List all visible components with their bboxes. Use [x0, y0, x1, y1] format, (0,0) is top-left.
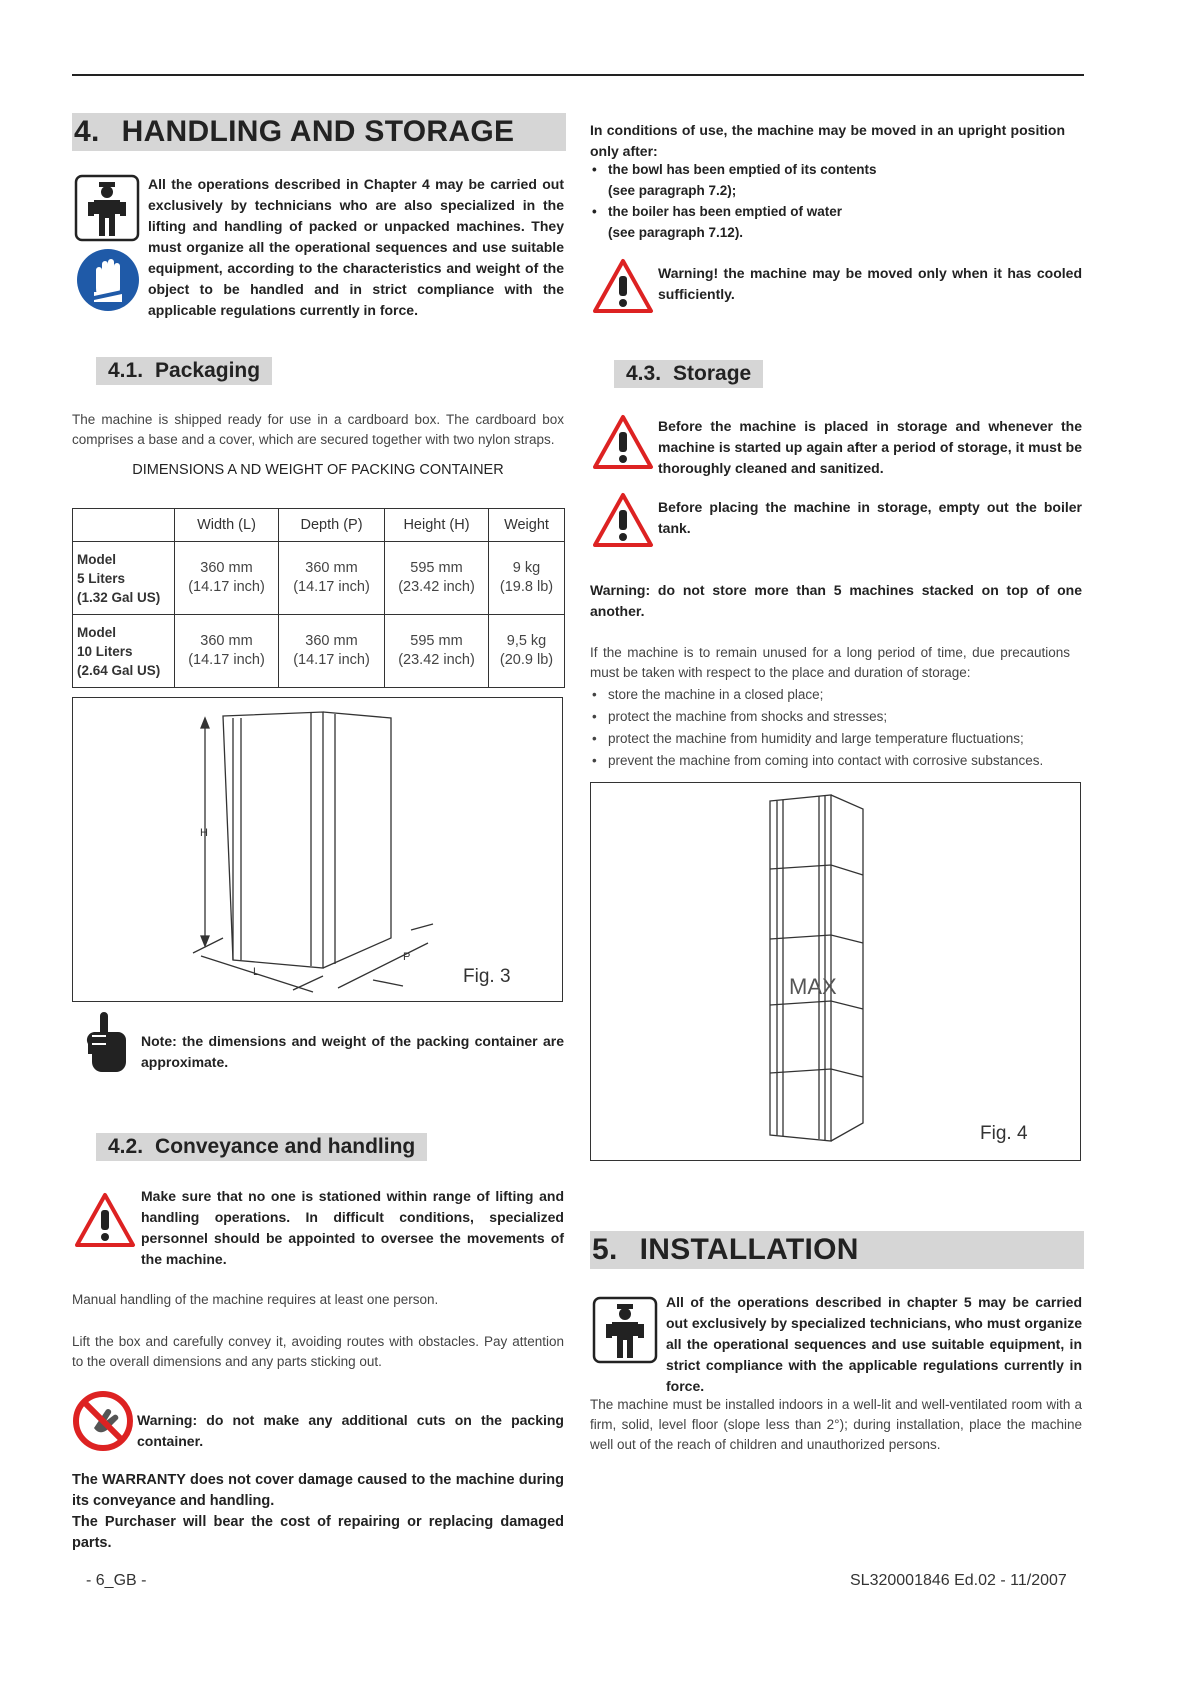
warning-triangle-icon [592, 258, 654, 319]
figure-3-box [72, 697, 563, 1002]
upright-list [590, 159, 1060, 243]
warranty-text: The WARRANTY does not cover damage caused to the machine during its conveyance and handling. [72, 1472, 564, 1509]
table-row [73, 542, 565, 615]
table-cell-model: Model 10 Liters (2.64 Gal US) [73, 615, 175, 688]
technician-icon [592, 1296, 658, 1369]
list-item: • protect the machine from shocks and stresses; [590, 707, 1082, 727]
packaging-text: The machine is shipped ready for use in a cardboard box. The cardboard box comprises a base and a cover, which are secured together with two nylon straps. [72, 412, 564, 447]
packaging-note: Note: the dimensions and weight of the packing container are approximate. [141, 1033, 564, 1070]
installation-text: The machine must be installed indoors in a well-lit and well-ventilated room with a firm, solid, level floor (slope less than 2°); during installation, place the machine well out of the reach of children and unauthorized persons. [590, 1397, 1082, 1452]
dimension-h-label: H [200, 827, 208, 839]
table-title: DIMENSIONS A ND WEIGHT OF PACKING CONTAINER [132, 462, 504, 478]
table-header: Width (L) [175, 509, 279, 542]
upright-warning: Warning! the machine may be moved only when it has cooled sufficiently. [658, 265, 1082, 302]
top-rule [72, 74, 1084, 76]
dimension-l-label: L [253, 966, 260, 978]
stacking-warning: Warning: do not store more than 5 machines stacked on top of one another. [590, 582, 1082, 619]
figure-4-label: Fig. 4 [980, 1123, 1028, 1144]
list-item: • store the machine in a closed place; [590, 685, 1082, 705]
precautions-intro: If the machine is to remain unused for a long period of time, due precautions must be taken with respect to the place and duration of storage: [590, 645, 1070, 680]
list-item: • prevent the machine from coming into contact with corrosive substances. [590, 751, 1082, 771]
table-cell-model: Model 5 Liters (1.32 Gal US) [73, 542, 175, 615]
upright-intro: In conditions of use, the machine may be moved in an upright position only after: [590, 122, 1065, 159]
table-cell: 595 mm (23.42 inch) [385, 615, 489, 688]
stacked-boxes-drawing [591, 783, 1080, 1160]
purchaser-text: The Purchaser will bear the cost of repairing or replacing damaged parts. [72, 1514, 564, 1551]
figure-3-label: Fig. 3 [463, 966, 511, 987]
document-code: SL320001846 Ed.02 - 11/2007 [850, 1572, 1067, 1589]
list-item: • protect the machine from humidity and large temperature fluctuations; [590, 729, 1082, 749]
page-number: - 6_GB - [86, 1572, 147, 1589]
no-cutting-icon [72, 1390, 134, 1457]
conveyance-text-2: Lift the box and carefully convey it, avoiding routes with obstacles. Pay attention to the overall dimensions and any parts sticking out. [72, 1334, 564, 1369]
conveyance-warning: Make sure that no one is stationed within range of lifting and handling operations. In difficult conditions, specialized personnel should be appointed to oversee the movements of the machine. [141, 1188, 564, 1267]
table-header: Height (H) [385, 509, 489, 542]
no-cut-warning: Warning: do not make any additional cuts on the packing container. [137, 1412, 564, 1449]
warning-triangle-icon [592, 414, 654, 475]
table-header: Depth (P) [279, 509, 385, 542]
warning-triangle-icon [592, 492, 654, 553]
section-4-1-heading: 4.1. Packaging [96, 357, 272, 385]
table-cell: 595 mm (23.42 inch) [385, 542, 489, 615]
dimension-p-label: P [403, 951, 411, 963]
list-item: • the bowl has been emptied of its contents (see paragraph 7.2); [590, 159, 1060, 201]
table-cell: 360 mm (14.17 inch) [279, 542, 385, 615]
conveyance-text-1: Manual handling of the machine requires at least one person. [72, 1292, 439, 1307]
section-4-2-heading: 4.2. Conveyance and handling [96, 1133, 427, 1161]
table-row [73, 615, 565, 688]
max-label: MAX [789, 974, 837, 999]
dimensions-table [72, 508, 565, 688]
table-cell: 360 mm (14.17 inch) [279, 615, 385, 688]
table-cell: 360 mm (14.17 inch) [175, 615, 279, 688]
precautions-list [590, 685, 1082, 771]
packing-box-drawing [73, 698, 562, 1001]
section-4-heading: 4. HANDLING AND STORAGE [72, 113, 566, 151]
list-item: • the boiler has been emptied of water (see paragraph 7.12). [590, 201, 1060, 243]
protective-gloves-icon [76, 248, 140, 317]
section-5-heading: 5. INSTALLATION [590, 1231, 1084, 1269]
table-header [73, 509, 175, 542]
figure-4-box [590, 782, 1081, 1161]
warning-triangle-icon [74, 1192, 136, 1253]
technician-icon [74, 174, 140, 247]
table-cell: 9,5 kg (20.9 lb) [489, 615, 565, 688]
table-cell: 9 kg (19.8 lb) [489, 542, 565, 615]
storage-warning-2: Before placing the machine in storage, empty out the boiler tank. [658, 499, 1082, 536]
section-4-intro: All the operations described in Chapter 4 may be carried out exclusively by technicians who are also specialized in the lifting and handling of packed or unpacked machines. They must organize all the operational sequences and use suitable equipment, according to the characteristics and weight of the object to be handled and in strict compliance with the applicable regulations currently in force. [148, 176, 564, 318]
note-hand-icon [84, 1012, 132, 1081]
section-4-3-heading: 4.3. Storage [614, 360, 763, 388]
table-header-row [73, 509, 565, 542]
table-header: Weight [489, 509, 565, 542]
storage-warning-1: Before the machine is placed in storage and whenever the machine is started up again after a period of storage, it must be thoroughly cleaned and sanitized. [658, 418, 1082, 476]
table-cell: 360 mm (14.17 inch) [175, 542, 279, 615]
installation-intro: All of the operations described in chapter 5 may be carried out exclusively by specialized technicians, who must organize all the operational sequences and use suitable equipment, in strict compliance with the applicable regulations currently in force. [666, 1294, 1082, 1394]
